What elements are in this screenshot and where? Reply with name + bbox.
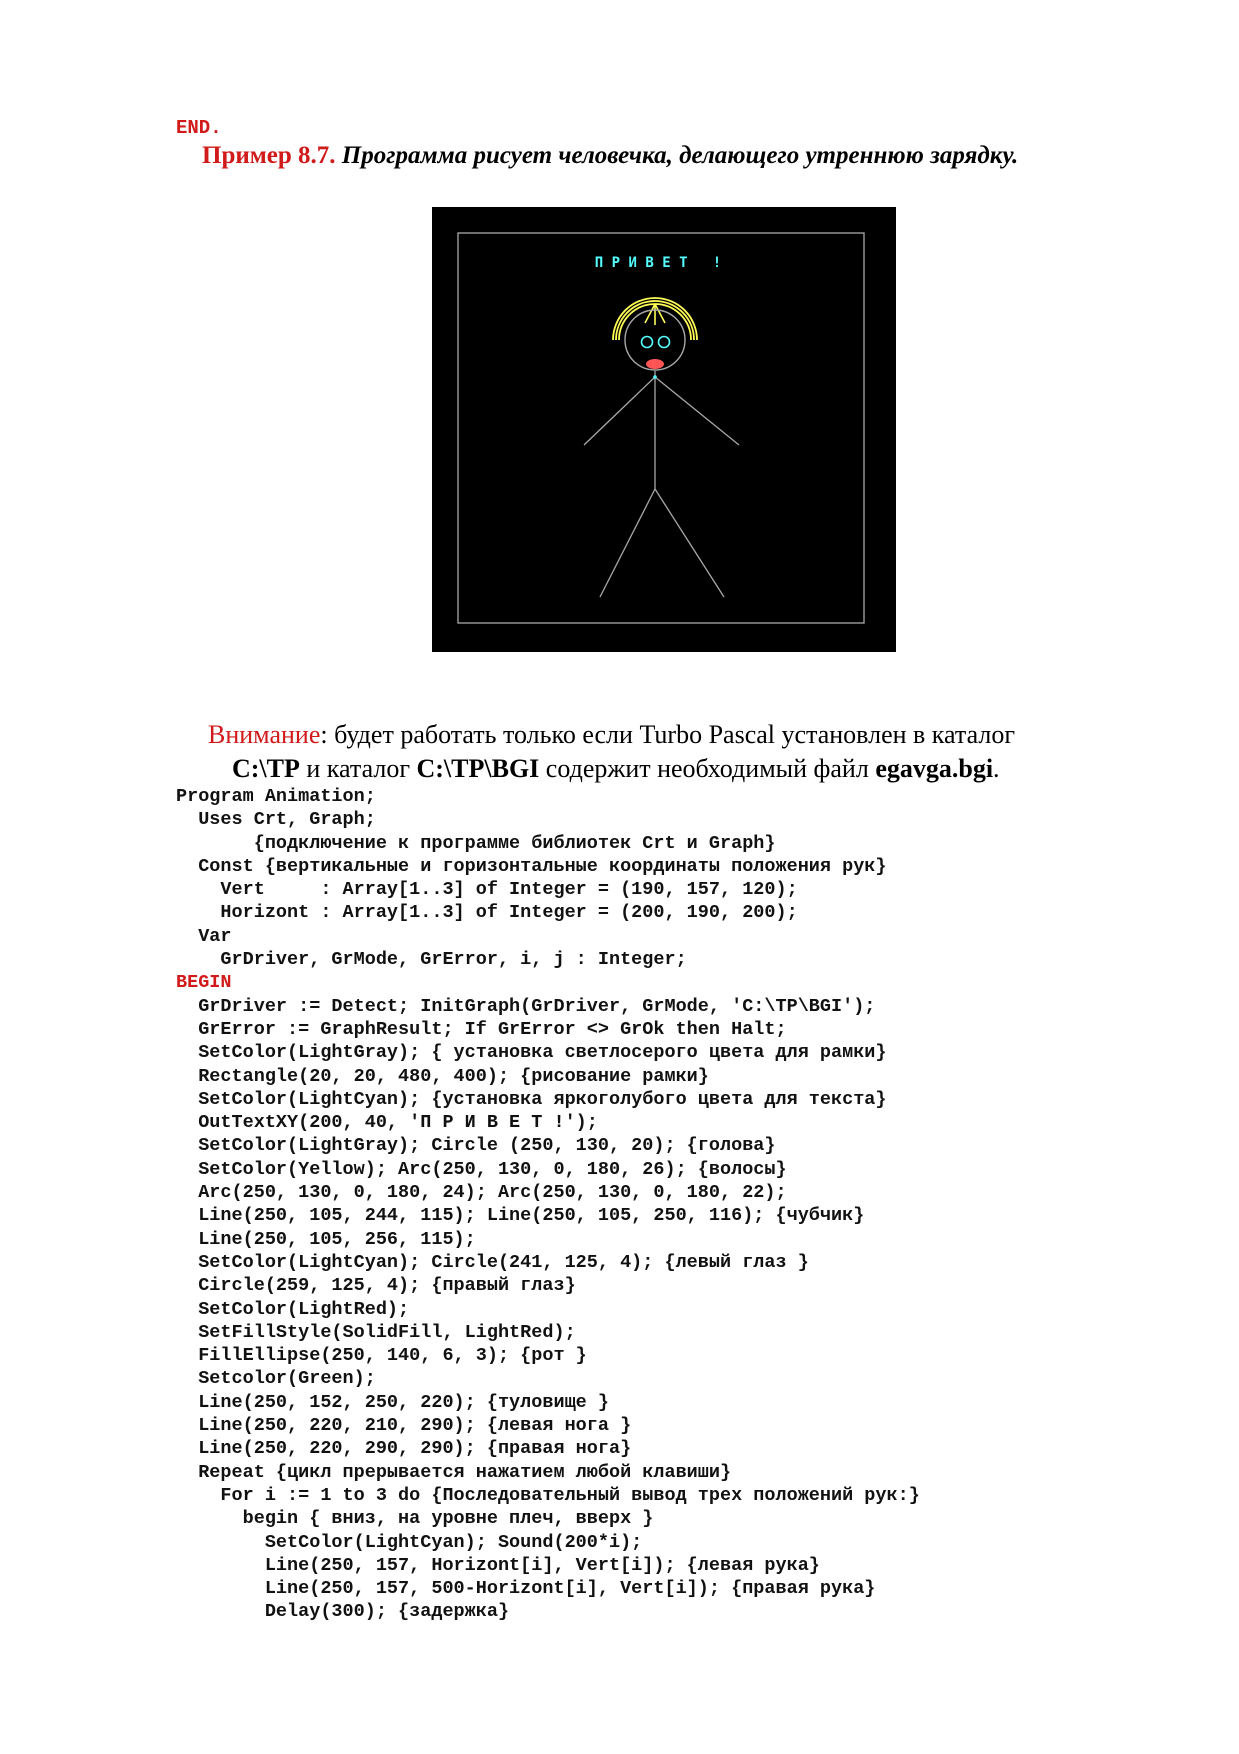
code-line: Repeat {цикл прерывается нажатием любой клавиши} — [176, 1461, 732, 1483]
example-description: Программа рисует человечка, делающего утреннюю зарядку. — [341, 142, 1019, 169]
code-line: Setcolor(Green); — [176, 1368, 376, 1390]
code-line: Var — [176, 925, 232, 947]
code-line: SetColor(LightCyan); {установка яркоголубого цвета для текста} — [176, 1088, 887, 1110]
code-line: SetColor(LightGray); { установка светлосерого цвета для рамки} — [176, 1042, 887, 1064]
code-line: Arc(250, 130, 0, 180, 24); Arc(250, 130, 0, 180, 22); — [176, 1182, 787, 1204]
code-line: For i := 1 to 3 do {Последовательный вывод трех положений рук:} — [176, 1484, 920, 1506]
right-leg — [655, 489, 724, 597]
code-line: begin { вниз, на уровне плеч, вверх } — [176, 1508, 654, 1530]
code-line: Delay(300); {задержка} — [176, 1601, 510, 1623]
warning-text-1: : будет работать только если Turbo Pascal установлен в каталог — [320, 720, 1015, 749]
greeting-text: П Р И В Е Т ! — [594, 255, 722, 271]
code-line: GrDriver, GrMode, GrError, i, j : Integer; — [176, 949, 687, 971]
code-line: FillEllipse(250, 140, 6, 3); {рот } — [176, 1345, 587, 1367]
forelock-left — [645, 304, 655, 323]
shoulder-dot — [653, 375, 657, 379]
code-line: Line(250, 105, 256, 115); — [176, 1228, 476, 1250]
warning-text-4: . — [993, 754, 1000, 783]
warning-text-3: содержит необходимый файл — [539, 754, 876, 783]
driver-file-name: egavga.bgi — [875, 754, 994, 783]
code-line: Vert : Array[1..3] of Integer = (190, 157, 120); — [176, 879, 798, 901]
code-line: SetFillStyle(SolidFill, LightRed); — [176, 1321, 576, 1343]
code-line: Circle(259, 125, 4); {правый глаз} — [176, 1275, 576, 1297]
forelock-right — [655, 304, 665, 323]
program-output-screenshot — [432, 207, 896, 652]
left-leg — [600, 489, 655, 597]
code-line: Line(250, 105, 244, 115); Line(250, 105, 250, 116); {чубчик} — [176, 1205, 865, 1227]
code-line: SetColor(LightCyan); Sound(200*i); — [176, 1531, 643, 1553]
code-line: SetColor(LightGray); Circle (250, 130, 20); {голова} — [176, 1135, 776, 1157]
code-line: GrDriver := Detect; InitGraph(GrDriver, GrMode, 'C:\TP\BGI'); — [176, 995, 876, 1017]
code-line: Horizont : Array[1..3] of Integer = (200, 190, 200); — [176, 902, 798, 924]
warning-note-line2 — [232, 754, 1000, 784]
code-line: SetColor(Yellow); Arc(250, 130, 0, 180, 26); {волосы} — [176, 1158, 787, 1180]
mouth — [646, 359, 664, 369]
code-line: Const {вертикальные и горизонтальные координаты положения рук} — [176, 855, 887, 877]
code-line: Line(250, 152, 250, 220); {туловище } — [176, 1391, 609, 1413]
example-number: Пример 8.7. — [202, 142, 336, 169]
warning-text-2: и каталог — [299, 754, 417, 783]
code-line: Rectangle(20, 20, 480, 400); {рисование рамки} — [176, 1065, 709, 1087]
warning-note-line1 — [208, 720, 1015, 750]
end-keyword: END. — [176, 117, 222, 139]
right-arm — [655, 377, 739, 445]
pascal-code-listing — [176, 785, 920, 1624]
code-line: SetColor(LightRed); — [176, 1298, 410, 1320]
screen-frame — [458, 233, 864, 623]
left-eye — [642, 337, 653, 348]
code-line: Program Animation; — [176, 786, 376, 807]
code-line: Line(250, 220, 210, 290); {левая нога } — [176, 1415, 632, 1437]
stick-figure-drawing — [432, 207, 896, 652]
warning-label: Внимание — [208, 720, 321, 749]
code-line: Uses Crt, Graph; — [176, 809, 376, 831]
code-line: Line(250, 220, 290, 290); {правая нога} — [176, 1438, 632, 1460]
right-eye — [659, 337, 670, 348]
code-line-begin: BEGIN — [176, 972, 232, 994]
code-line: {подключение к программе библиотек Crt и Graph} — [176, 832, 776, 854]
example-heading — [202, 142, 1018, 170]
code-line: Line(250, 157, 500-Horizont[i], Vert[i]); {правая рука} — [176, 1578, 876, 1600]
left-arm — [584, 377, 655, 445]
path-bgi: C:\TP\BGI — [416, 754, 540, 783]
code-line: SetColor(LightCyan); Circle(241, 125, 4); {левый глаз } — [176, 1251, 809, 1273]
path-tp: C:\TP — [232, 754, 300, 783]
code-line: GrError := GraphResult; If GrError <> GrOk then Halt; — [176, 1018, 787, 1040]
code-line: Line(250, 157, Horizont[i], Vert[i]); {левая рука} — [176, 1554, 820, 1576]
code-line: OutTextXY(200, 40, 'П Р И В Е Т !'); — [176, 1112, 598, 1134]
